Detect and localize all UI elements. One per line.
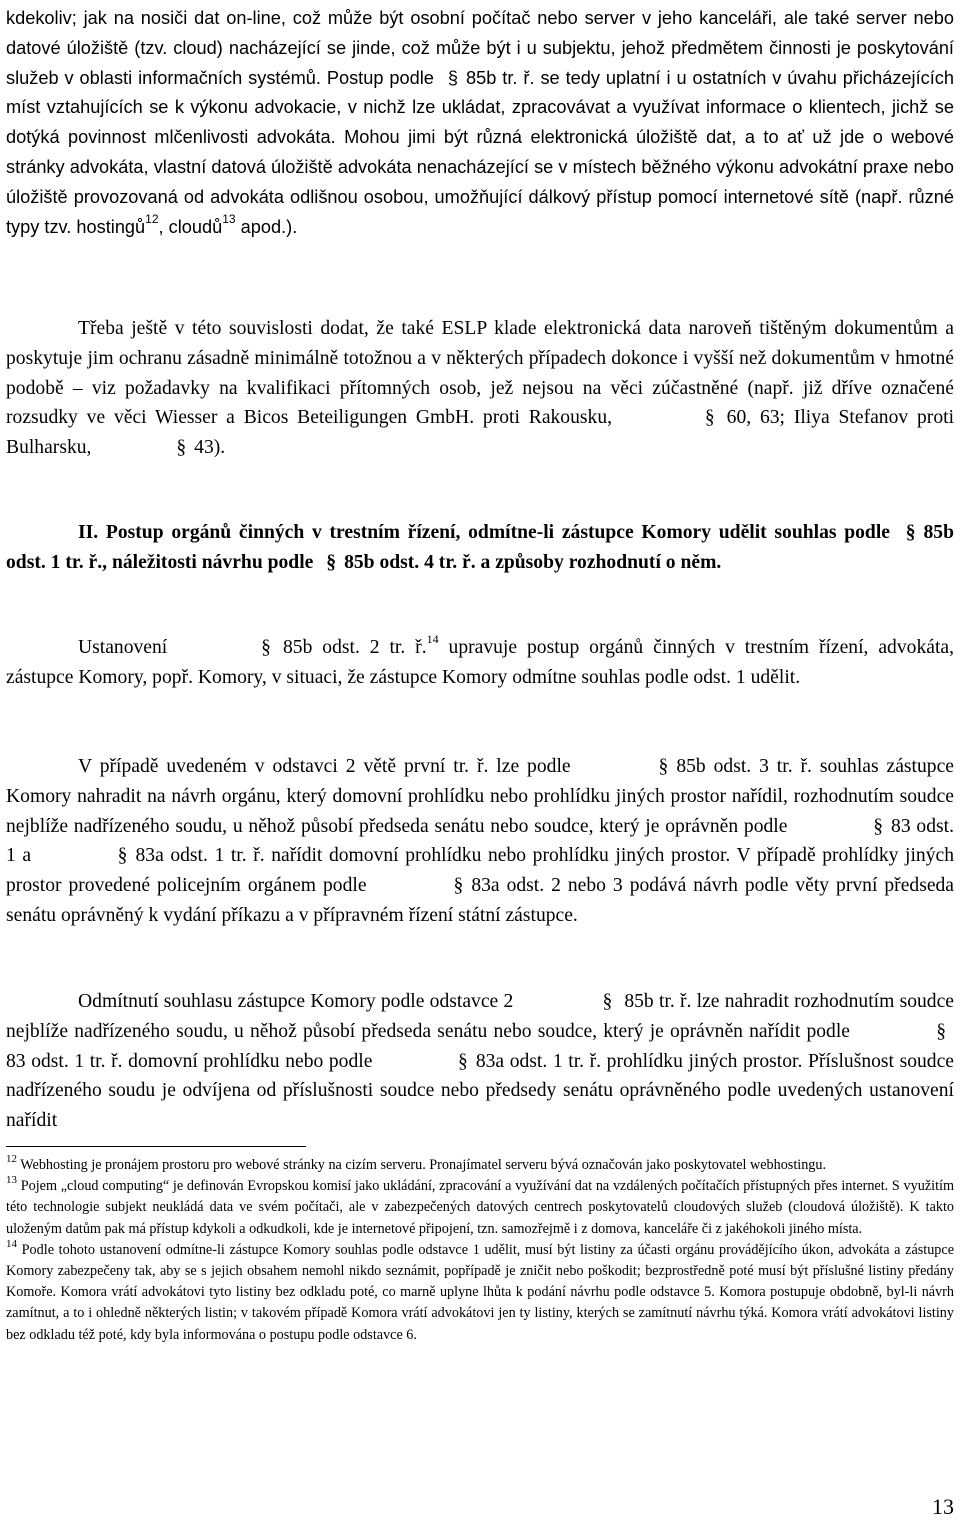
footnote-13 [6, 1176, 954, 1240]
paragraph-text: kdekoliv; jak na nosiči dat on-line, což může být osobní počítač nebo server v jeho kanceláři, ale také server nebo datové úložiště (tzv. cloud) nacházející se jinde, což může být i u subjektu, jehož předmětem činnosti je poskytování služeb v oblasti informačních systémů. Postup podle [6, 8, 954, 88]
paragraph-storage-locations [6, 4, 954, 242]
section-sign: § [261, 637, 271, 658]
paragraph-text: 85b odst. 2 tr. ř. [282, 637, 427, 658]
footnote-14 [6, 1237, 954, 1346]
section-sign: § [326, 551, 337, 573]
footnotes [6, 1155, 954, 1346]
paragraph-text: 83a odst. 1 tr. ř. prohlídku jiných prostor. Příslušnost soudce nadřízeného soudu je odvíjena od příslušnosti soudce nebo předsedy senátu oprávněného podle uvedených ustanovení nařídit [6, 1050, 954, 1132]
section-heading [6, 518, 954, 578]
paragraph-text: 85b tr. ř. se tedy uplatní i u ostatních v úvahu přicházejících míst vztahujících se k výkonu advokacie, v nichž lze ukládat, zpracovávat a využívat informace o klientech, jichž se dotýká povinnost mlčenlivosti advokáta. Mohou jimi být různá elektronická úložiště dat, a to ať už jde o webové stránky advokáta, vlastní datová úložiště advokáta nenacházející se v místech běžného výkonu advokátní praxe nebo úložiště provozovaná od advokáta odlišnou osobou, umožňující dálkový přístup pomocí internetové sítě (např. různé typy tzv. hostingů [6, 67, 954, 237]
paragraph-text: Ustanovení [78, 637, 168, 658]
paragraph-text: 83a odst. 1 tr. ř. nařídit domovní prohlídku nebo prohlídku jiných prostor. V případě prohlídky jiných prostor provedené policejním orgánem podle [6, 845, 954, 897]
footnote-ref-12[interactable]: 12 [145, 211, 159, 226]
paragraph-text: 85b tr. ř. lze nahradit rozhodnutím soudce nejblíže nadřízeného soudu, u něhož působí předseda senátu nebo soudce, který je oprávněn nařídit podle [6, 991, 954, 1042]
section-sign: § [176, 437, 187, 459]
footnote-text: Pojem „cloud computing“ je definován Evropskou komisí jako ukládání, zpracování a využívání dat na vzdálených počítačích přístupných přes internet. S využitím této technologie subjekt neukládá data ve svém počítači, ale v zabezpečených datových centrech poskytovatelů cloudových služeb (cloudová úložiště). K takto uloženým datům pak má přístup kdykoli a odkudkoli, kde je internetové připojení, tzn. samozřejmě i z domova, kanceláře či z jakéhokoli jiného místa. [6, 1178, 954, 1237]
footnote-number: 12 [6, 1153, 17, 1165]
heading-text: 85b odst. 1 tr. ř., náležitosti návrhu podle [6, 522, 954, 573]
paragraph-text: 43). [194, 437, 226, 459]
paragraph-eslp [6, 314, 954, 463]
paragraph-text: Třeba ještě v této souvislosti dodat, že také ESLP klade elektronická data naroveň tištěným dokumentům a poskytuje jim ochranu zásadně minimálně totožnou a v některých případech dokonce i vyšší než dokumentům v hmotné podobě – viz požadavky na kvalifikaci přítomných osob, jež nejsou na věci zúčastněné (např. již dříve označené rozsudky ve věci Wiesser a Bicos Beteiligungen GmbH. proti Rakousku, [6, 318, 954, 429]
section-sign: § [704, 407, 715, 429]
page-number: 13 [932, 1494, 954, 1519]
paragraph-case [6, 752, 954, 931]
section-sign: § [602, 991, 613, 1012]
section-sign: § [936, 1020, 946, 1042]
paragraph-text: 85b odst. 3 tr. ř. souhlas zástupce Komory nahradit na návrh orgánu, který domovní prohlídku nebo prohlídku jiných prostor nařídil, rozhodnutím soudce nejblíže nadřízeného soudu, u něhož působí předseda senátu nebo soudce, který je oprávněn podle [6, 756, 954, 837]
footnote-ref-14[interactable]: 14 [426, 632, 439, 646]
paragraph-text: apod.). [235, 216, 298, 237]
footnote-text: Podle tohoto ustanovení odmítne-li zástupce Komory souhlas podle odstavce 1 udělit, musí být listiny za účasti orgánu provádějícího úkon, advokáta a zástupce Komory zabezpečeny tak, aby se s jejich obsahem nemohl nikdo seznámit, popřípadě je zničit nebo poškodit; bezprostředně poté musí být příslušné listiny předány Komoře. Komora vrátí advokátovi tyto listiny bez odkladu poté, co marně uplyne lhůta k podání návrhu podle odstavce 5. Komora postupuje obdobně, byl-li návrh zamítnut, a to i ohledně některých listin; v takovém případě Komora vrátí advokátovi jen ty listiny, kterých se zamítnutí návrhu týká. Komora vrátí advokátovi listiny bez odkladu též poté, kdy byla informována o postupu podle odstavce 6. [6, 1241, 954, 1343]
paragraph-text: V případě uvedeném v odstavci 2 větě první tr. ř. lze podle [78, 756, 571, 777]
paragraph-refusal [6, 987, 954, 1136]
footnote-ref-13[interactable]: 13 [222, 211, 236, 226]
section-sign: § [873, 815, 884, 837]
footnote-number: 13 [6, 1174, 17, 1187]
section-sign: § [117, 845, 128, 867]
footnote-text: Webhosting je pronájem prostoru pro webové stránky na cizím serveru. Pronajímatel serveru bývá označován jako poskytovatel webhostingu. [17, 1157, 827, 1173]
paragraph-text: 60, 63; Iliya Stefanov proti Bulharsku, [6, 407, 955, 459]
paragraph-text: 83a odst. 2 nebo 3 podává návrh podle věty první předseda senátu oprávněný k vydání příkazu a v přípravném řízení státní zástupce. [6, 875, 955, 926]
paragraph-text: , cloudů [158, 216, 223, 237]
section-sign: § [905, 522, 916, 543]
heading-text: Postup orgánů činných v trestním řízení, odmítne-li zástupce Komory udělit souhlas podle [98, 522, 890, 543]
paragraph-text: Odmítnutí souhlasu zástupce Komory podle odstavce 2 [78, 991, 514, 1012]
paragraph-text: 83 odst. 1 tr. ř. domovní prohlídku nebo podle [6, 1050, 373, 1072]
paragraph-text: upravuje postup orgánů činných v trestním řízení, advokáta, zástupce Komory, popř. Komory, v situaci, že zástupce Komory odmítne souhlas podle odst. 1 udělit. [6, 637, 954, 688]
footnote-number: 14 [6, 1237, 17, 1250]
footnote-12 [6, 1155, 954, 1176]
paragraph-provision [6, 633, 954, 693]
section-sign: § [453, 875, 464, 897]
section-sign: § [447, 67, 458, 88]
heading-text: 85b odst. 4 tr. ř. a způsoby rozhodnutí o něm. [344, 551, 722, 573]
section-sign: § [658, 756, 669, 777]
section-sign: § [458, 1050, 468, 1072]
heading-numeral: II. [78, 522, 99, 543]
footnote-separator [6, 1146, 306, 1147]
paragraph-text: 83 odst. 1 a [6, 815, 954, 867]
